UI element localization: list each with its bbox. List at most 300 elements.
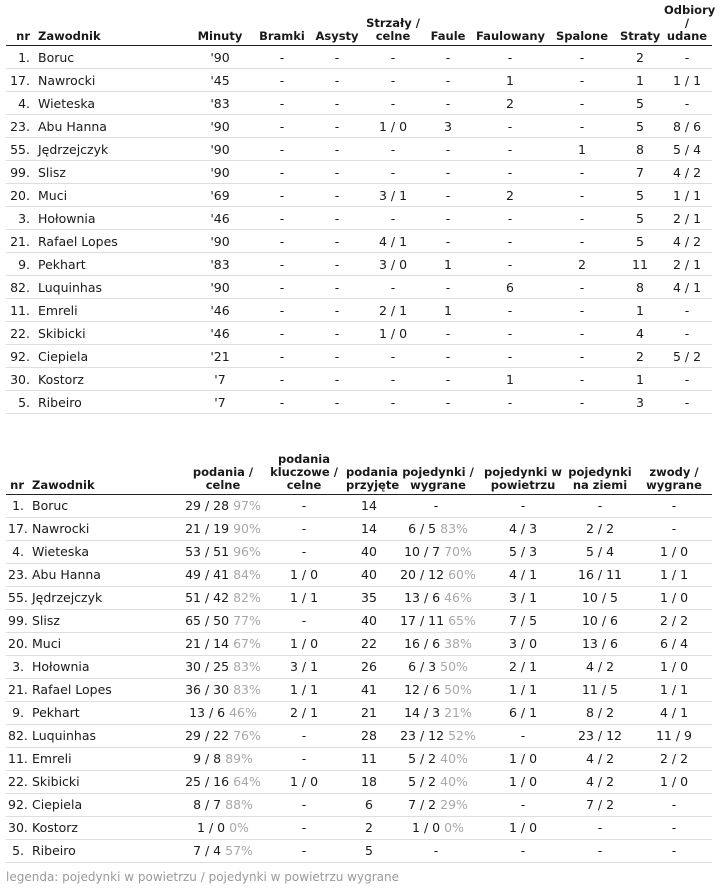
cell-aerial-duels xyxy=(482,494,564,517)
ground-duels-value: - xyxy=(597,498,603,513)
ground-duels-value: 7 / 2 xyxy=(585,797,615,812)
cell-shots: - xyxy=(364,368,422,391)
passes-percent: 89% xyxy=(225,751,253,766)
cell-nr xyxy=(6,632,30,655)
passes-value: 7 / 4 xyxy=(193,843,222,858)
cell-player xyxy=(30,540,182,563)
cell-duels xyxy=(394,540,482,563)
passes-received-value: 40 xyxy=(361,613,377,628)
header-ground-duels: pojedynki na ziemi xyxy=(564,448,636,494)
aerial-duels-value: 2 / 1 xyxy=(508,659,538,674)
cell-turnovers: 5 xyxy=(618,115,662,138)
cell-fouls: - xyxy=(422,230,474,253)
duels-percent: 70% xyxy=(444,544,472,559)
cell-assists: - xyxy=(310,207,364,230)
cell-passes xyxy=(182,586,264,609)
cell-passes-received xyxy=(344,517,394,540)
duels-percent: 50% xyxy=(440,659,468,674)
ground-duels-value: - xyxy=(597,843,603,858)
cell-goals: - xyxy=(254,138,310,161)
cell-fouls: 1 xyxy=(422,253,474,276)
dribbles-value: 2 / 2 xyxy=(659,613,689,628)
cell-turnovers: 1 xyxy=(618,368,662,391)
cell-fouled: - xyxy=(474,322,546,345)
cell-passes xyxy=(182,701,264,724)
cell-offsides: - xyxy=(546,207,618,230)
cell-tackles: - xyxy=(662,92,712,115)
cell-duels xyxy=(394,632,482,655)
cell-turnovers: 11 xyxy=(618,253,662,276)
cell-goals: - xyxy=(254,322,310,345)
cell-player xyxy=(30,793,182,816)
cell-fouls: 3 xyxy=(422,115,474,138)
passing-duels-table xyxy=(6,448,712,863)
header-aerial-duels: pojedynki w powietrzu xyxy=(482,448,564,494)
cell-player xyxy=(30,586,182,609)
legend: legenda: pojedynki w powietrzu / pojedynki w powietrzu wygrane xyxy=(6,870,399,884)
cell-shots: 4 / 1 xyxy=(364,230,422,253)
table-row xyxy=(6,184,712,207)
cell-tackles: 4 / 2 xyxy=(662,161,712,184)
table-row xyxy=(6,345,712,368)
cell-offsides: - xyxy=(546,161,618,184)
cell-dribbles xyxy=(636,494,712,517)
cell-key-passes xyxy=(264,678,344,701)
cell-fouled: - xyxy=(474,299,546,322)
cell-dribbles xyxy=(636,747,712,770)
cell-tackles: - xyxy=(662,368,712,391)
cell-turnovers: 3 xyxy=(618,391,662,414)
nr-value: 20. xyxy=(8,636,28,651)
dribbles-value: 1 / 0 xyxy=(659,544,689,559)
duels-percent: 21% xyxy=(444,705,472,720)
cell-nr xyxy=(6,563,30,586)
cell-aerial-duels xyxy=(482,586,564,609)
header-nr: nr xyxy=(6,448,30,494)
cell-shots: 3 / 0 xyxy=(364,253,422,276)
passes-received-value: 35 xyxy=(361,590,377,605)
passes-value: 1 / 0 xyxy=(197,820,226,835)
passes-value: 36 / 30 xyxy=(185,682,230,697)
passes-value: 49 / 41 xyxy=(185,567,230,582)
passes-percent: 88% xyxy=(225,797,253,812)
table-row xyxy=(6,586,712,609)
cell-dribbles xyxy=(636,540,712,563)
duels-percent: 38% xyxy=(444,636,472,651)
dribbles-value: - xyxy=(671,820,677,835)
cell-nr: 11. xyxy=(6,299,36,322)
cell-fouls: - xyxy=(422,207,474,230)
passes-received-value: 21 xyxy=(361,705,377,720)
dribbles-value: 1 / 0 xyxy=(659,659,689,674)
cell-ground-duels xyxy=(564,540,636,563)
dribbles-value: - xyxy=(671,843,677,858)
cell-fouls: - xyxy=(422,138,474,161)
cell-nr: 20. xyxy=(6,184,36,207)
cell-ground-duels xyxy=(564,793,636,816)
duels-value: 13 / 6 xyxy=(404,590,441,605)
duels-percent: 0% xyxy=(444,820,464,835)
cell-passes-received xyxy=(344,655,394,678)
cell-nr: 5. xyxy=(6,391,36,414)
ground-duels-value: 23 / 12 xyxy=(578,728,622,743)
cell-ground-duels xyxy=(564,632,636,655)
cell-turnovers: 5 xyxy=(618,230,662,253)
cell-shots: - xyxy=(364,46,422,69)
cell-goals: - xyxy=(254,299,310,322)
cell-ground-duels xyxy=(564,839,636,862)
cell-key-passes xyxy=(264,655,344,678)
cell-nr: 99. xyxy=(6,161,36,184)
cell-aerial-duels xyxy=(482,747,564,770)
cell-minutes: '90 xyxy=(186,276,254,299)
ground-duels-value: 8 / 2 xyxy=(585,705,615,720)
cell-minutes: '69 xyxy=(186,184,254,207)
cell-nr: 17. xyxy=(6,69,36,92)
duels-value: 6 / 3 xyxy=(408,659,437,674)
header-shots: Strzały / celne xyxy=(364,4,422,46)
cell-player xyxy=(30,563,182,586)
cell-goals: - xyxy=(254,391,310,414)
passes-value: 30 / 25 xyxy=(185,659,230,674)
cell-passes xyxy=(182,839,264,862)
cell-nr xyxy=(6,816,30,839)
ground-duels-value: 5 / 4 xyxy=(585,544,615,559)
cell-offsides: 1 xyxy=(546,138,618,161)
cell-ground-duels xyxy=(564,747,636,770)
table-row xyxy=(6,115,712,138)
cell-fouls: - xyxy=(422,184,474,207)
passes-received-value: 5 xyxy=(365,843,373,858)
duels-percent: 50% xyxy=(444,682,472,697)
cell-duels xyxy=(394,494,482,517)
cell-nr: 30. xyxy=(6,368,36,391)
passes-percent: 83% xyxy=(233,682,261,697)
cell-player: Luquinhas xyxy=(36,276,186,299)
cell-fouled: 6 xyxy=(474,276,546,299)
nr-value: 5. xyxy=(12,843,24,858)
cell-player: Nawrocki xyxy=(36,69,186,92)
cell-player xyxy=(30,724,182,747)
cell-nr xyxy=(6,770,30,793)
cell-fouled: - xyxy=(474,253,546,276)
duels-percent: 83% xyxy=(440,521,468,536)
duels-value: 14 / 3 xyxy=(404,705,441,720)
table-row xyxy=(6,494,712,517)
cell-passes-received xyxy=(344,724,394,747)
duels-percent: 29% xyxy=(440,797,468,812)
duels-percent: 52% xyxy=(448,728,476,743)
header-fouled: Faulowany xyxy=(474,4,546,46)
cell-assists: - xyxy=(310,299,364,322)
cell-fouls: - xyxy=(422,368,474,391)
aerial-duels-value: - xyxy=(520,843,526,858)
cell-player xyxy=(30,816,182,839)
header-goals: Bramki xyxy=(254,4,310,46)
player-value: Boruc xyxy=(32,498,69,513)
cell-aerial-duels xyxy=(482,563,564,586)
cell-assists: - xyxy=(310,184,364,207)
cell-aerial-duels xyxy=(482,632,564,655)
passes-received-value: 14 xyxy=(361,498,377,513)
table-row xyxy=(6,276,712,299)
cell-fouled: - xyxy=(474,345,546,368)
cell-nr xyxy=(6,609,30,632)
table-row xyxy=(6,69,712,92)
cell-duels xyxy=(394,816,482,839)
cell-turnovers: 8 xyxy=(618,138,662,161)
cell-dribbles xyxy=(636,632,712,655)
cell-assists: - xyxy=(310,69,364,92)
ground-duels-value: 4 / 2 xyxy=(585,751,615,766)
cell-player: Jędrzejczyk xyxy=(36,138,186,161)
match-stats-table xyxy=(6,3,716,414)
cell-turnovers: 4 xyxy=(618,322,662,345)
cell-nr xyxy=(6,839,30,862)
aerial-duels-value: 1 / 0 xyxy=(508,751,538,766)
table-row xyxy=(6,253,712,276)
cell-player xyxy=(30,494,182,517)
player-value: Slisz xyxy=(32,613,60,628)
table-row xyxy=(6,563,712,586)
cell-ground-duels xyxy=(564,517,636,540)
table-row xyxy=(6,230,712,253)
table-row xyxy=(6,655,712,678)
passes-received-value: 2 xyxy=(365,820,373,835)
cell-offsides: - xyxy=(546,276,618,299)
cell-duels xyxy=(394,563,482,586)
table-row xyxy=(6,793,712,816)
cell-ground-duels xyxy=(564,816,636,839)
header-player: Zawodnik xyxy=(30,448,182,494)
cell-key-passes xyxy=(264,517,344,540)
aerial-duels-value: 6 / 1 xyxy=(508,705,538,720)
cell-aerial-duels xyxy=(482,609,564,632)
cell-key-passes xyxy=(264,793,344,816)
cell-key-passes xyxy=(264,609,344,632)
cell-player: Hołownia xyxy=(36,207,186,230)
nr-value: 1. xyxy=(12,498,24,513)
cell-player xyxy=(30,770,182,793)
cell-assists: - xyxy=(310,115,364,138)
player-value: Jędrzejczyk xyxy=(32,590,103,605)
cell-passes-received xyxy=(344,839,394,862)
cell-dribbles xyxy=(636,816,712,839)
cell-shots: - xyxy=(364,207,422,230)
cell-nr: 21. xyxy=(6,230,36,253)
cell-turnovers: 2 xyxy=(618,46,662,69)
passes-percent: 0% xyxy=(229,820,249,835)
aerial-duels-value: 4 / 3 xyxy=(508,521,538,536)
cell-player xyxy=(30,655,182,678)
cell-shots: 2 / 1 xyxy=(364,299,422,322)
cell-duels xyxy=(394,839,482,862)
aerial-duels-value: 3 / 1 xyxy=(508,590,538,605)
table-row xyxy=(6,161,712,184)
cell-assists: - xyxy=(310,161,364,184)
passes-value: 21 / 19 xyxy=(185,521,230,536)
duels-value: - xyxy=(433,843,439,858)
cell-fouls: 1 xyxy=(422,299,474,322)
nr-value: 3. xyxy=(12,659,24,674)
player-value: Wieteska xyxy=(32,544,90,559)
passes-percent: 84% xyxy=(233,567,261,582)
cell-shots: - xyxy=(364,161,422,184)
table-row xyxy=(6,816,712,839)
passes-value: 51 / 42 xyxy=(185,590,230,605)
header-passes: podania / celne xyxy=(182,448,264,494)
cell-player xyxy=(30,678,182,701)
cell-passes-received xyxy=(344,494,394,517)
cell-key-passes xyxy=(264,724,344,747)
cell-aerial-duels xyxy=(482,655,564,678)
cell-key-passes xyxy=(264,632,344,655)
ground-duels-value: 4 / 2 xyxy=(585,659,615,674)
cell-duels xyxy=(394,586,482,609)
cell-passes xyxy=(182,793,264,816)
nr-value: 21. xyxy=(8,682,28,697)
cell-nr: 92. xyxy=(6,345,36,368)
header-tackles: Odbiory / udane xyxy=(662,4,712,46)
cell-turnovers: 5 xyxy=(618,184,662,207)
cell-minutes: '83 xyxy=(186,253,254,276)
cell-ground-duels xyxy=(564,494,636,517)
cell-goals: - xyxy=(254,368,310,391)
cell-turnovers: 7 xyxy=(618,161,662,184)
cell-fouls: - xyxy=(422,92,474,115)
header-turnovers: Straty xyxy=(618,4,662,46)
player-value: Hołownia xyxy=(32,659,90,674)
aerial-duels-value: 1 / 0 xyxy=(508,820,538,835)
cell-passes-received xyxy=(344,793,394,816)
cell-passes-received xyxy=(344,632,394,655)
aerial-duels-value: 1 / 1 xyxy=(508,682,538,697)
cell-passes-received xyxy=(344,816,394,839)
cell-assists: - xyxy=(310,138,364,161)
cell-dribbles xyxy=(636,839,712,862)
cell-nr: 22. xyxy=(6,322,36,345)
cell-nr xyxy=(6,655,30,678)
cell-passes xyxy=(182,609,264,632)
cell-turnovers: 2 xyxy=(618,345,662,368)
cell-assists: - xyxy=(310,345,364,368)
duels-value: 10 / 7 xyxy=(404,544,441,559)
cell-player xyxy=(30,609,182,632)
cell-duels xyxy=(394,678,482,701)
cell-turnovers: 8 xyxy=(618,276,662,299)
cell-shots: 1 / 0 xyxy=(364,322,422,345)
cell-aerial-duels xyxy=(482,816,564,839)
cell-assists: - xyxy=(310,92,364,115)
passes-percent: 76% xyxy=(233,728,261,743)
cell-minutes: '90 xyxy=(186,138,254,161)
dribbles-value: 6 / 4 xyxy=(659,636,689,651)
header-duels: pojedynki / wygrane xyxy=(394,448,482,494)
cell-goals: - xyxy=(254,230,310,253)
player-value: Ribeiro xyxy=(32,843,76,858)
duels-value: 17 / 11 xyxy=(400,613,445,628)
cell-fouled: - xyxy=(474,207,546,230)
header-player: Zawodnik xyxy=(36,4,186,46)
cell-nr xyxy=(6,586,30,609)
cell-player: Boruc xyxy=(36,46,186,69)
cell-aerial-duels xyxy=(482,540,564,563)
cell-key-passes xyxy=(264,701,344,724)
cell-tackles: 8 / 6 xyxy=(662,115,712,138)
nr-value: 82. xyxy=(8,728,28,743)
cell-shots: - xyxy=(364,92,422,115)
cell-dribbles xyxy=(636,701,712,724)
cell-player: Kostorz xyxy=(36,368,186,391)
header-passes-received: podania przyjęte xyxy=(344,448,394,494)
key-passes-value: 1 / 0 xyxy=(289,774,319,789)
table-row xyxy=(6,517,712,540)
cell-tackles: 2 / 1 xyxy=(662,207,712,230)
duels-percent: 40% xyxy=(440,751,468,766)
cell-nr xyxy=(6,724,30,747)
passes-received-value: 6 xyxy=(365,797,373,812)
cell-aerial-duels xyxy=(482,770,564,793)
header-offsides: Spalone xyxy=(546,4,618,46)
cell-passes-received xyxy=(344,678,394,701)
dribbles-value: 11 / 9 xyxy=(655,728,693,743)
passes-percent: 90% xyxy=(233,521,261,536)
cell-minutes: '7 xyxy=(186,368,254,391)
nr-value: 9. xyxy=(12,705,24,720)
cell-passes-received xyxy=(344,586,394,609)
cell-assists: - xyxy=(310,230,364,253)
cell-passes xyxy=(182,724,264,747)
passes-received-value: 26 xyxy=(361,659,377,674)
cell-assists: - xyxy=(310,368,364,391)
passes-received-value: 18 xyxy=(361,774,377,789)
cell-dribbles xyxy=(636,770,712,793)
ground-duels-value: 2 / 2 xyxy=(585,521,615,536)
cell-key-passes xyxy=(264,494,344,517)
cell-fouled: - xyxy=(474,161,546,184)
key-passes-value: - xyxy=(301,843,307,858)
passes-received-value: 41 xyxy=(361,682,377,697)
table-row xyxy=(6,46,712,69)
cell-aerial-duels xyxy=(482,839,564,862)
key-passes-value: 1 / 1 xyxy=(289,682,319,697)
table-row xyxy=(6,299,712,322)
cell-tackles: 1 / 1 xyxy=(662,184,712,207)
duels-value: 16 / 6 xyxy=(404,636,441,651)
table-row xyxy=(6,540,712,563)
cell-turnovers: 1 xyxy=(618,299,662,322)
cell-tackles: 4 / 1 xyxy=(662,276,712,299)
key-passes-value: 1 / 1 xyxy=(289,590,319,605)
cell-fouls: - xyxy=(422,46,474,69)
cell-fouls: - xyxy=(422,345,474,368)
cell-nr: 9. xyxy=(6,253,36,276)
key-passes-value: 1 / 0 xyxy=(289,636,319,651)
nr-value: 30. xyxy=(8,820,28,835)
header-assists: Asysty xyxy=(310,4,364,46)
cell-minutes: '21 xyxy=(186,345,254,368)
cell-assists: - xyxy=(310,46,364,69)
passes-percent: 77% xyxy=(233,613,261,628)
key-passes-value: - xyxy=(301,728,307,743)
cell-key-passes xyxy=(264,563,344,586)
table-row xyxy=(6,609,712,632)
cell-fouled: 1 xyxy=(474,69,546,92)
cell-minutes: '46 xyxy=(186,207,254,230)
table-row xyxy=(6,678,712,701)
header-nr: nr xyxy=(6,4,36,46)
dribbles-value: 4 / 1 xyxy=(659,705,689,720)
